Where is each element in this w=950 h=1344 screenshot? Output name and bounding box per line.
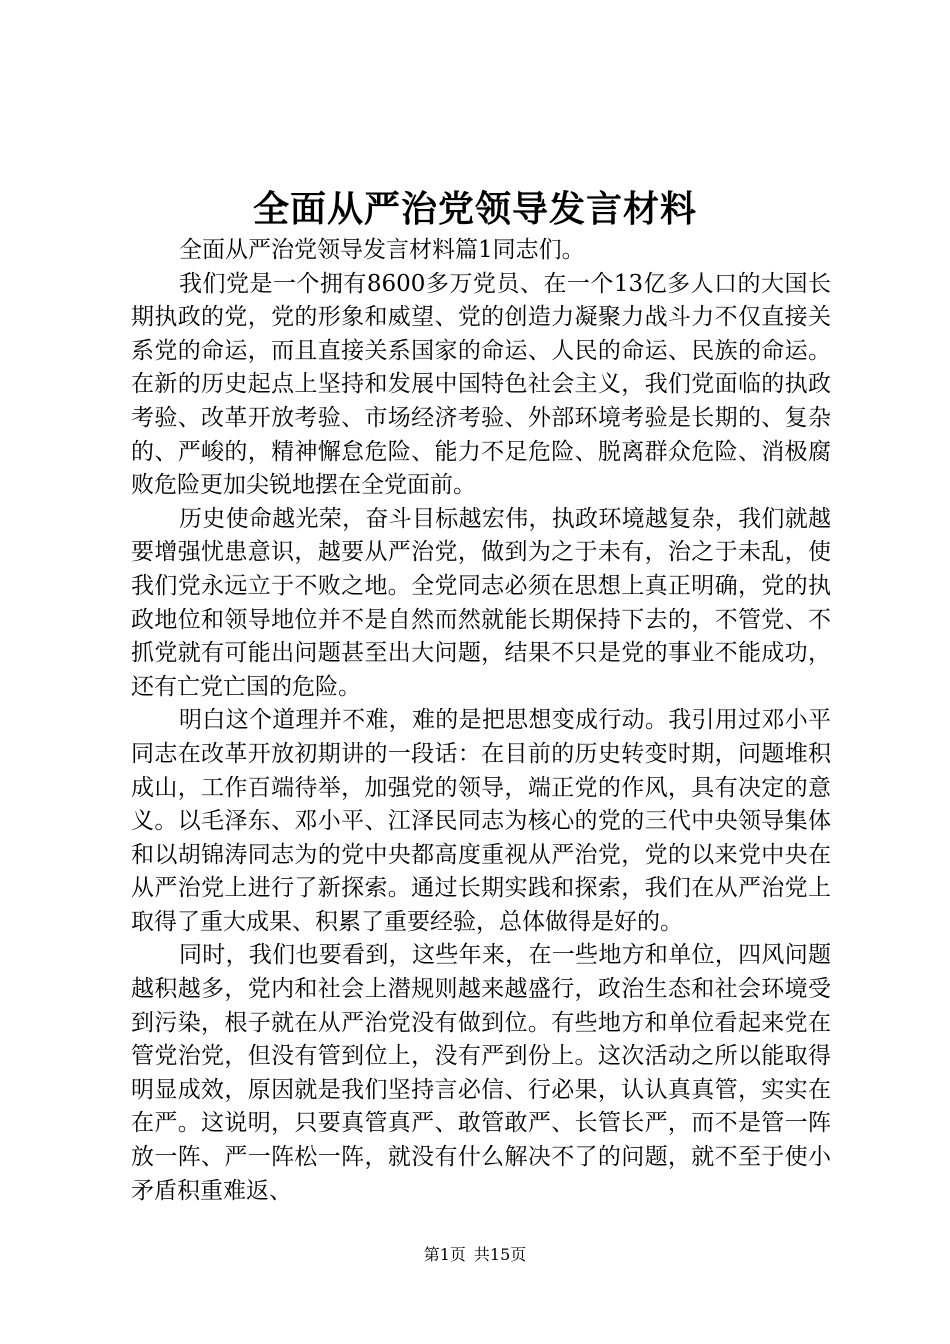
- paragraph-5: 同时，我们也要看到，这些年来，在一些地方和单位，四风问题越积越多，党内和社会上潜规则越来越盛行，政治生态和社会环境受到污染，根子就在从严治党没有做到位。有些地方和单位看起来党在管党治党，但没有管到位上，没有严到份上。这次活动之所以能取得明显成效，原因就是我们坚持言必信、行必果，认认真真管，实实在在严。这说明，只要真管真严、敢管敢严、长管长严，而不是管一阵放一阵、严一阵松一阵，就没有什么解决不了的问题，就不至于使小矛盾积重难返、: [131, 942, 831, 1204]
- paragraph-3: 历史使命越光荣，奋斗目标越宏伟，执政环境越复杂，我们就越要增强忧患意识，越要从严治党，做到为之于未有，治之于未乱，使我们党永远立于不败之地。全党同志必须在思想上真正明确，党的执政地位和领导地位并不是自然而然就能长期保持下去的，不管党、不抓党就有可能出问题甚至出大问题，结果不只是党的事业不能成功，还有亡党亡国的危险。: [131, 505, 831, 700]
- paragraph-4: 明白这个道理并不难，难的是把思想变成行动。我引用过邓小平同志在改革开放初期讲的一段话：在目前的历史转变时期，问题堆积成山，工作百端待举，加强党的领导，端正党的作风，具有决定的意义。以毛泽东、邓小平、江泽民同志为核心的党的三代中央领导集体和以胡锦涛同志为的党中央都高度重视从严治党，党的以来党中央在从严治党上进行了新探索。通过长期实践和探索，我们在从严治党上取得了重大成果、积累了重要经验，总体做得是好的。: [131, 707, 831, 935]
- page-footer: [0, 1244, 950, 1266]
- document-body: [131, 234, 831, 1208]
- paragraph-2: 我们党是一个拥有8600多万党员、在一个13亿多人口的大国长期执政的党，党的形象和威望、党的创造力凝聚力战斗力不仅直接关系党的命运，而且直接关系国家的命运、人民的命运、民族的命运。在新的历史起点上坚持和发展中国特色社会主义，我们党面临的执政考验、改革开放考验、市场经济考验、外部环境考验是长期的、复杂的、严峻的，精神懈怠危险、能力不足危险、脱离群众危险、消极腐败危险更加尖锐地摆在全党面前。: [131, 270, 831, 499]
- document-title: 全面从严治党领导发言材料: [252, 188, 697, 230]
- page-total: 共15页: [473, 1245, 527, 1264]
- page-number: 第1页: [423, 1245, 466, 1264]
- paragraph-1: 全面从严治党领导发言材料篇1同志们。: [179, 237, 585, 263]
